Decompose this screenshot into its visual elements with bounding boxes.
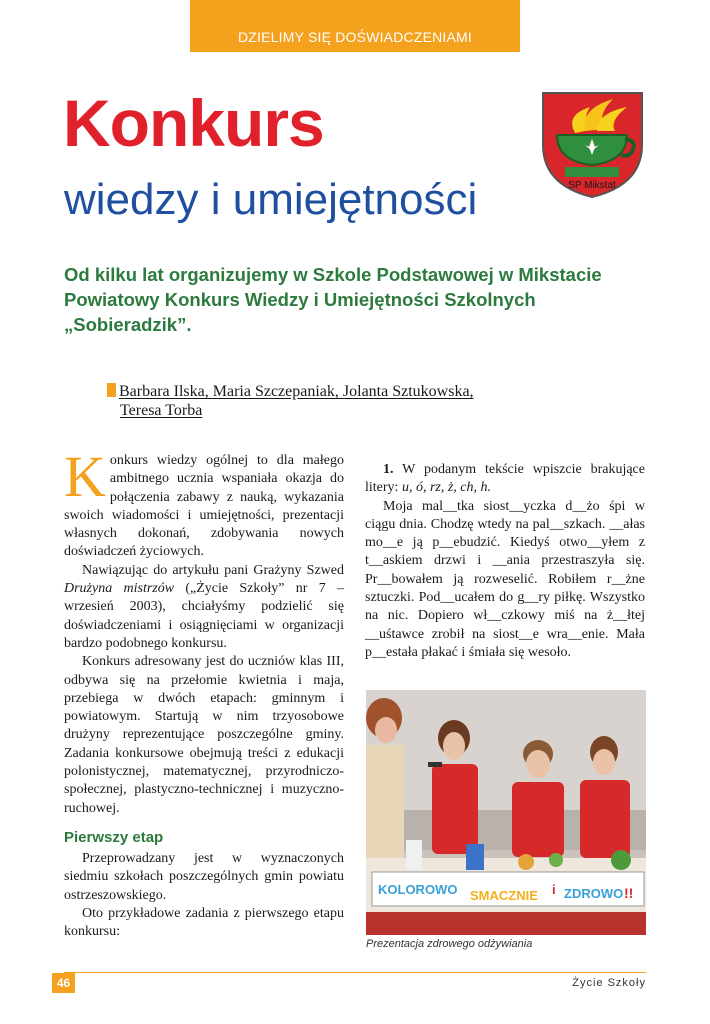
banner-word-3: i (552, 882, 556, 897)
p2-text-b: („Życie Szkoły” nr 7 – wrzesień 2003), chciałyśmy podzielić się doświadczeniami i osiągnięciami w organizacji bardzo podobnego konkursu. (64, 581, 344, 651)
banner-word-4: ZDROWO (564, 886, 624, 901)
author-marker (107, 383, 116, 397)
exercise-text: Moja mal__tka siost__yczka d__żo śpi w ciągu dnia. Chodzę wtedy na pal__szkach. __ałas mo__e ją p__ebudzić. Kiedyś otwo__yłem z t__askiem drzwi i __ania przestraszyła się. Pr__bowałem ją rozweselić. Robiłem r__żne sztuczki. Pod__ucałem do g__ry piłkę. Wszystko na nic. Dopiero wł__czkowy miś na ż__łtej __uśtawce zrobił na siost__e wra__enie. Mała p__estała płakać i śmiała się wesoło. (365, 498, 645, 660)
lead-paragraph: Od kilku lat organizujemy w Szkole Podstawowej w Mikstacie Powiatowy Konkurs Wiedzy i Umiejętności Szkolnych „Sobieradzik”. (64, 264, 602, 335)
authors-line-2: Teresa Torba (120, 402, 203, 419)
section-label: DZIELIMY SIĘ DOŚWIADCZENIAMI (237, 29, 473, 45)
paragraph-2 (64, 562, 344, 653)
section-tab (190, 0, 520, 52)
paragraph-3: Konkurs adresowany jest do uczniów klas III, odbywa się na przełomie kwietnia i maja, przebiega w dwóch etapach: gminnym i powiatowym. Startują w nim trzyosobowe drużyny reprezentujące poszczególne gminy. Zadania konkursowe obejmują treści z edukacji polonistycznej, matematycznej, przyrodniczo-społecznej, plastyczno-technicznej i muzyczno-ruchowej. (64, 654, 344, 816)
task-letters: u, ó, rz, ż, ch, h. (401, 480, 491, 496)
task-text: W podanym tekście wpiszcie brakujące litery: (365, 462, 645, 496)
paragraph-5: Oto przykładowe zadania z pierwszego etapu konkursu: (64, 905, 344, 940)
banner-word-2: SMACZNIE (470, 888, 538, 903)
banner-word-5: !! (624, 885, 634, 901)
photo-healthy-food (366, 690, 646, 935)
photo-caption: Prezentacja zdrowego odżywiania (366, 938, 533, 950)
page-number: 46 (52, 973, 75, 993)
task-1 (365, 461, 645, 498)
task-number: 1. (383, 462, 394, 477)
intro-paragraph (64, 444, 344, 562)
right-column (365, 461, 645, 662)
authors (107, 382, 587, 420)
p2-text-a: Nawiązując do artykułu pani Grażyny Szwed (82, 562, 344, 578)
logo-text: SP Mikstat (568, 180, 616, 191)
page-title: Konkurs (63, 86, 324, 160)
banner-word-1: KOLOROWO (378, 882, 458, 897)
intro-text: onkurs wiedzy ogólnej to dla małego ambitnego ucznia wspaniała okazja do połączenia zabawy z nauką, wykazania swoich wiadomości i umiejętności, prezentacji własnych dokonań, zdobywania nowych doświadczeń życiowych. (64, 453, 344, 560)
school-logo (535, 85, 650, 200)
page-subtitle: wiedzy i umiejętności (64, 175, 478, 224)
subhead-first-stage: Pierwszy etap (64, 828, 164, 846)
paragraph-4: Przeprowadzany jest w wyznaczonych siedmiu szkołach poszczególnych gmin powiatu ostrzeszowskiego. (64, 850, 344, 903)
authors-line-1: Barbara Ilska, Maria Szczepaniak, Jolanta Sztukowska, (119, 383, 474, 400)
magazine-name: Życie Szkoły (572, 977, 646, 989)
left-column (64, 444, 344, 941)
drop-cap: K (64, 444, 106, 509)
p2-article-title: Drużyna mistrzów (64, 581, 175, 597)
footer-rule (64, 972, 646, 973)
